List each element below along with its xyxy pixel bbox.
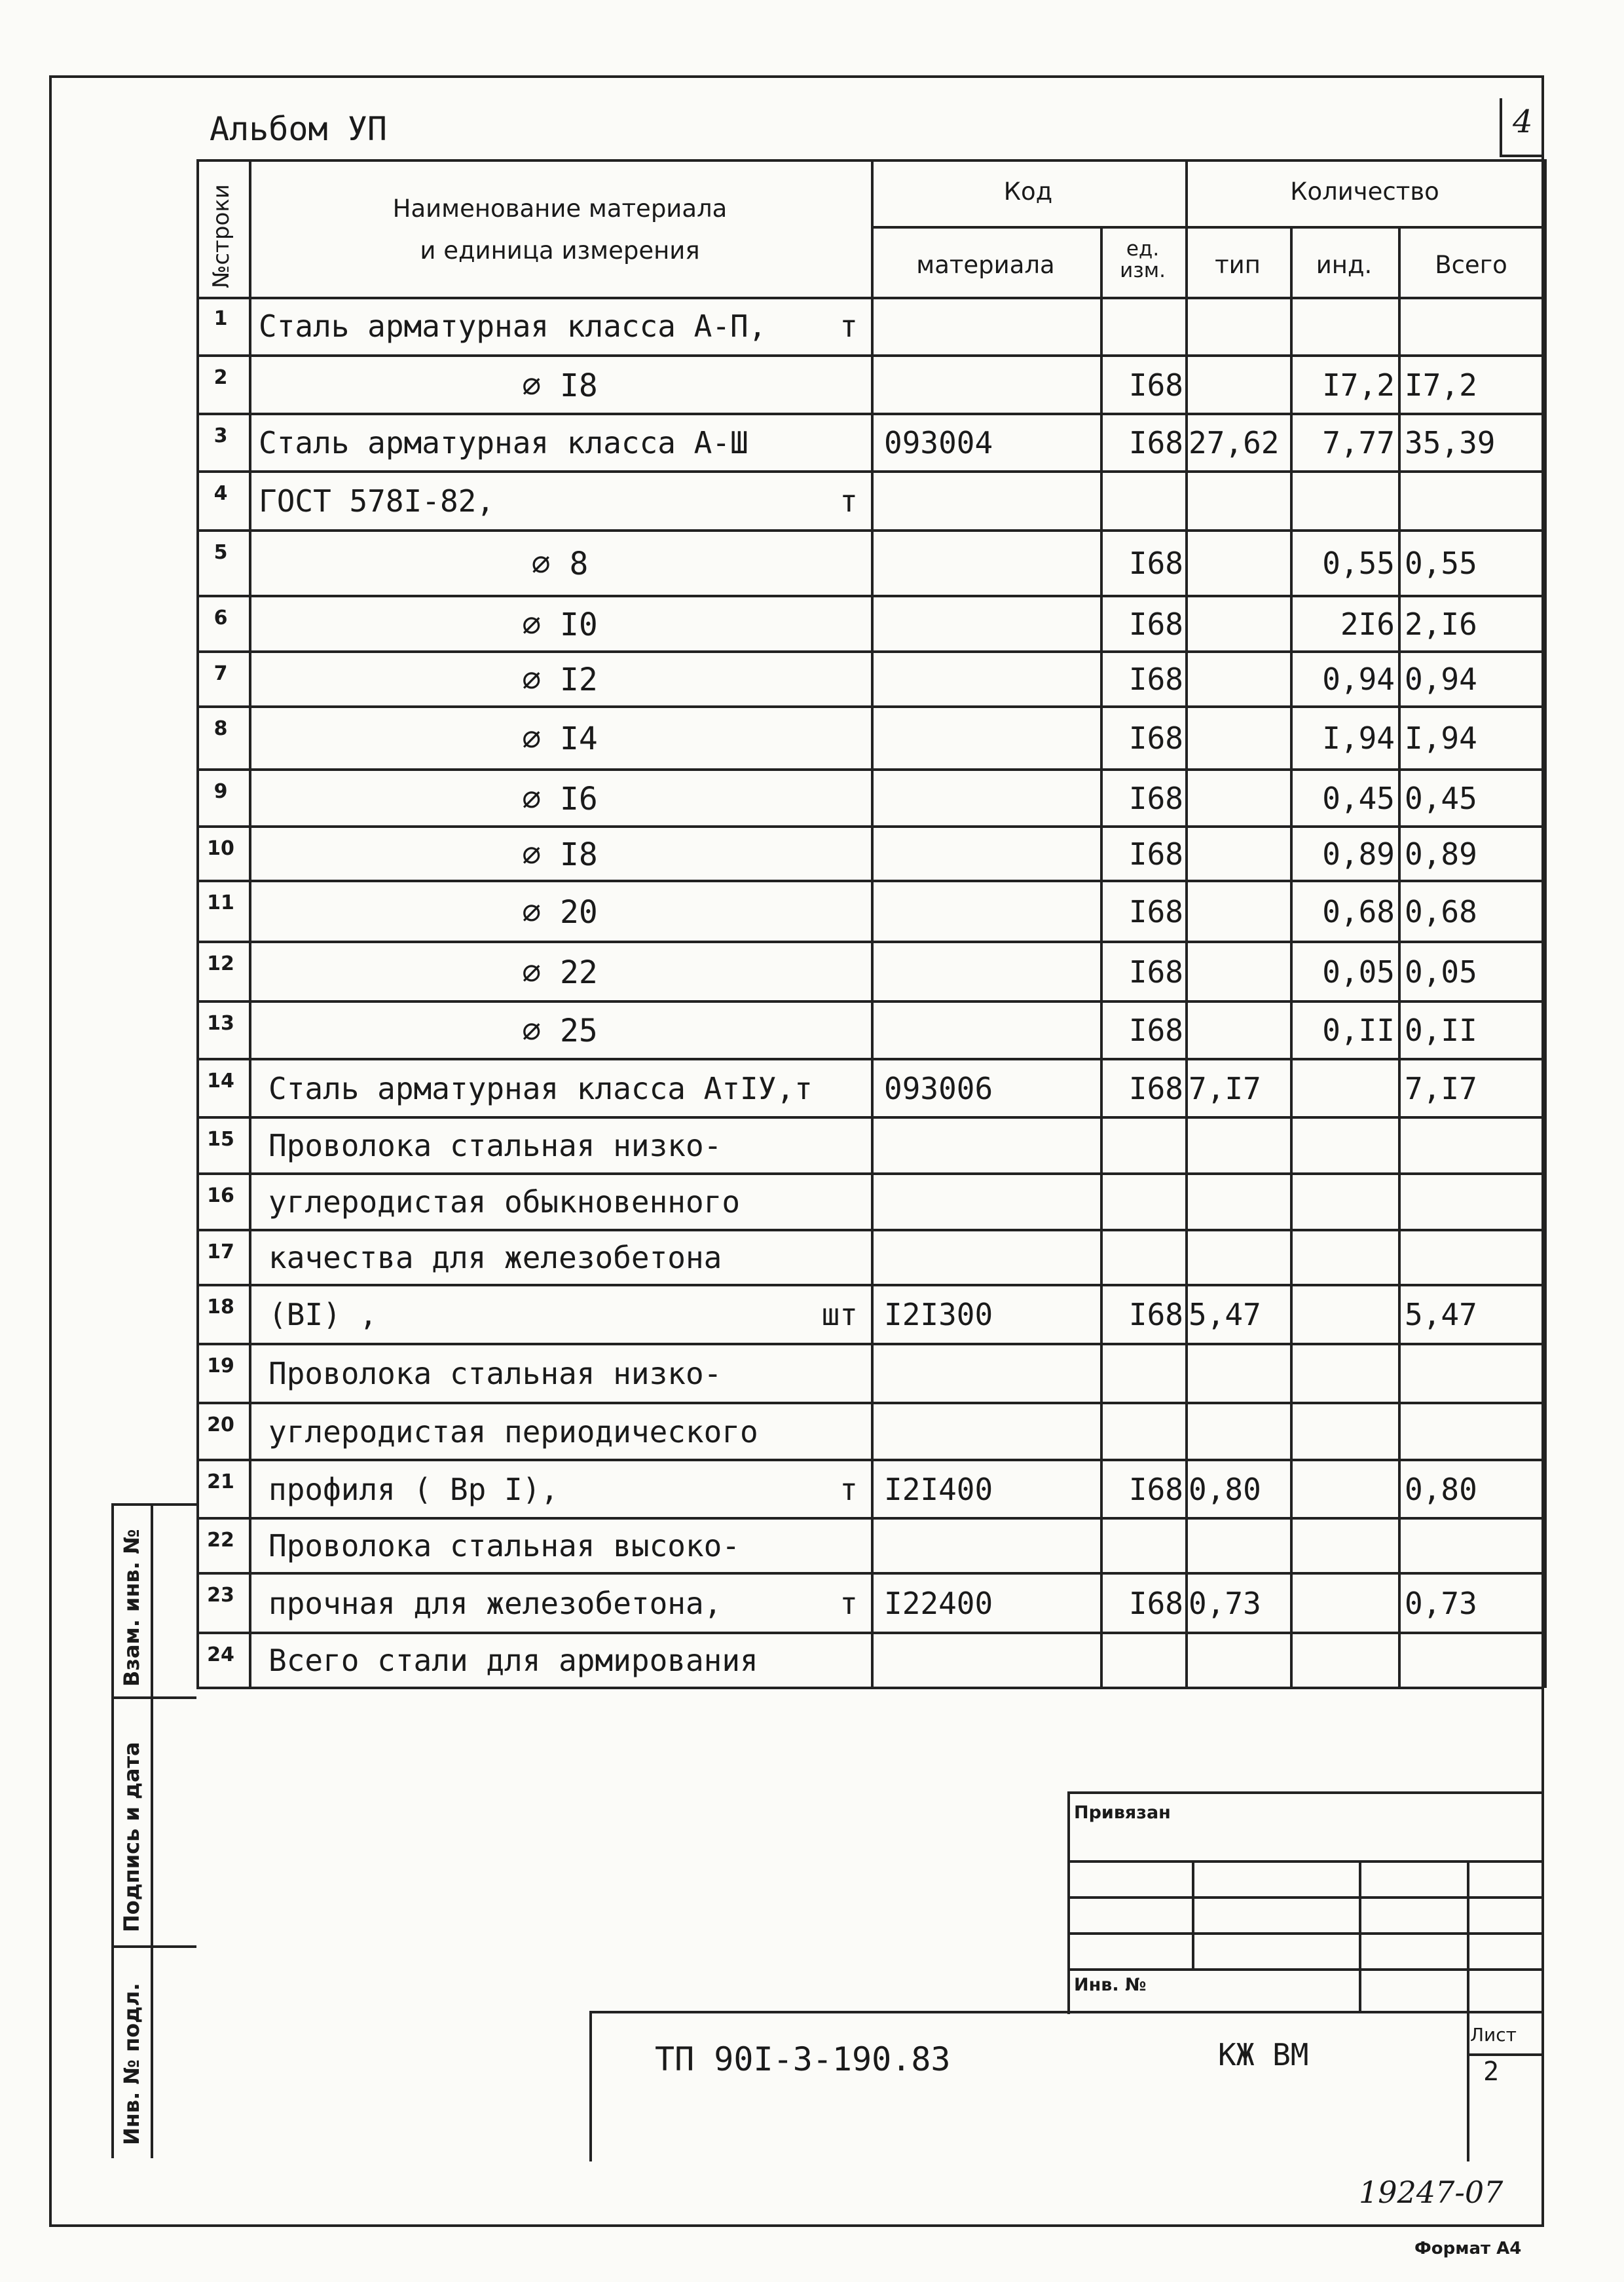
row-ind: 0,45: [1322, 781, 1395, 816]
row-number: 11: [207, 891, 234, 914]
row-total: 35,39: [1405, 425, 1496, 460]
row-type: 5,47: [1189, 1297, 1261, 1332]
row-unit: I68: [1128, 954, 1183, 990]
row-type: 0,73: [1189, 1586, 1261, 1621]
row-name: углеродистая обыкновенного: [268, 1184, 741, 1220]
sheet-mark: 4: [1513, 103, 1533, 140]
row-number: 1: [213, 307, 228, 330]
handwritten-number: 19247-07: [1359, 2175, 1504, 2210]
row-divider: [196, 1229, 1544, 1231]
row-divider: [196, 1058, 1544, 1060]
row-code: 093004: [884, 425, 993, 460]
row-name: Проволока стальная низко-: [268, 1356, 722, 1391]
table-vl-type: [1290, 226, 1293, 1688]
row-type: 27,62: [1189, 425, 1280, 460]
header-code: Код: [1003, 178, 1053, 206]
row-name: (BI) ,: [268, 1297, 378, 1332]
header-unit-line1: ед.: [1126, 237, 1160, 261]
row-number: 16: [207, 1184, 234, 1207]
row-name: ∅ 20: [522, 894, 598, 931]
tb-line-3: [1067, 1932, 1544, 1935]
row-ind: 0,94: [1322, 662, 1395, 697]
row-total: 2,I6: [1405, 607, 1477, 642]
row-divider: [196, 1459, 1544, 1461]
header-ind: инд.: [1316, 251, 1373, 279]
row-ind: 0,89: [1322, 836, 1395, 872]
table-vl-ind: [1398, 226, 1401, 1688]
row-number: 4: [213, 482, 228, 505]
tb-main-left: [589, 2011, 592, 2161]
row-name: ∅ I4: [522, 720, 598, 757]
row-ind: 0,05: [1322, 954, 1395, 990]
side-stamp-line-2: [111, 1945, 196, 1948]
row-name: ∅ I2: [522, 662, 598, 698]
row-type: 0,80: [1189, 1472, 1261, 1507]
row-divider: [196, 650, 1544, 653]
row-number: 21: [207, 1470, 234, 1493]
row-number: 8: [213, 717, 228, 740]
row-name: Проволока стальная низко-: [268, 1128, 722, 1163]
tb-sheet-no: 2: [1483, 2057, 1500, 2087]
row-number: 14: [207, 1070, 234, 1093]
row-type: 7,I7: [1189, 1071, 1261, 1106]
tb-top: [1067, 1791, 1544, 1794]
row-name: ∅ I8: [522, 836, 598, 873]
row-number: 5: [213, 541, 228, 564]
tb-main-top: [589, 2011, 1544, 2013]
row-code: 093006: [884, 1071, 993, 1106]
row-unit: I68: [1128, 1013, 1183, 1048]
header-mid-line: [871, 226, 1544, 229]
row-name: ∅ I8: [522, 367, 598, 404]
row-divider: [196, 1687, 1544, 1689]
row-divider: [196, 1517, 1544, 1520]
row-divider: [196, 705, 1544, 708]
row-name: Всего стали для армирования: [268, 1643, 758, 1678]
row-name: ∅ 22: [522, 954, 598, 991]
row-name: ∅ I6: [522, 781, 598, 817]
header-quantity: Количество: [1290, 178, 1439, 206]
header-unit: [1100, 238, 1185, 281]
side-stamp-divider: [151, 1503, 153, 2158]
row-name-unit: т: [840, 1586, 858, 1621]
row-name: ∅ 8: [531, 546, 589, 582]
row-ind: 0,II: [1322, 1013, 1395, 1048]
row-number: 23: [207, 1584, 234, 1607]
row-total: 0,89: [1405, 836, 1477, 872]
row-unit: I68: [1128, 894, 1183, 929]
tb-col-2: [1359, 1860, 1361, 2011]
row-number: 24: [207, 1643, 234, 1666]
row-unit: I68: [1128, 607, 1183, 642]
table-top-border: [196, 159, 1544, 162]
row-number: 20: [207, 1413, 234, 1436]
row-ind: I,94: [1322, 720, 1395, 756]
row-code: I22400: [884, 1586, 993, 1621]
tb-privyazan: Привязан: [1074, 1803, 1171, 1823]
row-ind: 0,68: [1322, 894, 1395, 929]
row-divider: [196, 1402, 1544, 1404]
row-ind: 2I6: [1340, 607, 1395, 642]
row-divider: [196, 529, 1544, 532]
row-total: 0,80: [1405, 1472, 1477, 1507]
tb-line-4: [1067, 1968, 1544, 1971]
row-total: 0,55: [1405, 546, 1477, 581]
row-number: 18: [207, 1296, 234, 1319]
side-stamp-vzam: Взам. инв. №: [119, 1529, 144, 1687]
row-name: профиля ( Вр I),: [268, 1472, 559, 1507]
row-name-unit: т: [840, 483, 858, 519]
row-unit: I68: [1128, 781, 1183, 816]
row-divider: [196, 1000, 1544, 1003]
row-number: 19: [207, 1355, 234, 1377]
tb-line-1: [1067, 1860, 1544, 1863]
row-unit: I68: [1128, 836, 1183, 872]
row-unit: I68: [1128, 720, 1183, 756]
row-divider: [196, 1116, 1544, 1119]
row-number: 6: [213, 607, 228, 629]
row-total: 0,II: [1405, 1013, 1477, 1048]
row-divider: [196, 413, 1544, 415]
row-total: 5,47: [1405, 1297, 1477, 1332]
header-name-line2: и единица измерения: [420, 236, 700, 265]
row-name: Сталь арматурная класса АтIУ,т: [268, 1071, 813, 1106]
tb-sheet-label: Лист: [1470, 2024, 1517, 2046]
header-bottom-line: [196, 297, 1544, 299]
row-divider: [196, 768, 1544, 771]
row-divider: [196, 1284, 1544, 1286]
row-name: Проволока стальная высоко-: [268, 1528, 741, 1563]
tb-inv-no: Инв. №: [1074, 1975, 1147, 1995]
row-name: Сталь арматурная класса А-П,: [259, 309, 767, 344]
table-vl-code: [1100, 226, 1103, 1688]
row-number: 13: [207, 1012, 234, 1035]
album-title: Альбом УП: [210, 110, 387, 148]
tb-line-2: [1067, 1896, 1544, 1899]
row-ind: I7,2: [1322, 367, 1395, 403]
row-divider: [196, 880, 1544, 882]
table-vl-right: [1544, 159, 1547, 1688]
row-divider: [196, 1172, 1544, 1175]
row-name: ∅ 25: [522, 1013, 598, 1049]
row-unit: I68: [1128, 1071, 1183, 1106]
tb-sheet-divider: [1467, 2011, 1469, 2161]
row-total: 0,68: [1405, 894, 1477, 929]
row-unit: I68: [1128, 546, 1183, 581]
row-name: Сталь арматурная класса А-Ш: [259, 425, 748, 460]
row-name: углеродистая периодического: [268, 1414, 758, 1450]
row-number: 9: [213, 780, 228, 803]
row-divider: [196, 941, 1544, 943]
row-divider: [196, 1632, 1544, 1634]
header-type: тип: [1215, 251, 1261, 279]
row-number: 7: [213, 662, 228, 685]
row-name: ∅ I0: [522, 607, 598, 643]
row-number: 10: [207, 837, 234, 860]
row-number: 12: [207, 952, 234, 975]
row-unit: I68: [1128, 1297, 1183, 1332]
row-divider: [196, 470, 1544, 473]
side-stamp-podpis: Подпись и дата: [119, 1742, 144, 1932]
row-number: 15: [207, 1128, 234, 1151]
tb-col-3: [1467, 1860, 1469, 2011]
row-divider: [196, 1572, 1544, 1575]
row-divider: [196, 1343, 1544, 1345]
tb-doc-code: ТП 90I-3-190.83: [655, 2040, 951, 2078]
row-total: 0,73: [1405, 1586, 1477, 1621]
row-divider: [196, 825, 1544, 828]
row-total: 7,I7: [1405, 1071, 1477, 1106]
side-stamp-line-1: [111, 1696, 196, 1699]
tb-left-upper: [1067, 1791, 1070, 2014]
tb-col-1: [1192, 1860, 1194, 1968]
row-divider: [196, 595, 1544, 597]
side-stamp-top: [111, 1503, 196, 1506]
row-divider: [196, 354, 1544, 357]
row-name-unit: т: [840, 1472, 858, 1507]
row-ind: 0,55: [1322, 546, 1395, 581]
side-stamp-inv-podl: Инв. № подл.: [119, 1983, 144, 2145]
header-material: материала: [916, 251, 1055, 279]
header-name-line1: Наименование материала: [392, 195, 728, 223]
row-total: I,94: [1405, 720, 1477, 756]
header-total: Всего: [1435, 251, 1507, 279]
row-code: I2I300: [884, 1297, 993, 1332]
row-name-unit: т: [840, 309, 858, 344]
row-unit: I68: [1128, 1586, 1183, 1621]
row-total: 0,94: [1405, 662, 1477, 697]
row-number: 3: [213, 424, 228, 447]
row-number: 2: [213, 366, 228, 389]
row-unit: I68: [1128, 367, 1183, 403]
row-name: прочная для железобетона,: [268, 1586, 722, 1621]
row-number: 22: [207, 1529, 234, 1552]
row-name: качества для железобетона: [268, 1240, 722, 1275]
row-name: ГОСТ 578I-82,: [259, 483, 495, 519]
row-total: 0,45: [1405, 781, 1477, 816]
header-unit-line2: изм.: [1120, 258, 1166, 282]
format-label: Формат А4: [1414, 2239, 1522, 2258]
row-total: 0,05: [1405, 954, 1477, 990]
header-row-no: №строки: [208, 184, 234, 288]
tb-sheet-line: [1467, 2053, 1544, 2056]
row-total: I7,2: [1405, 367, 1477, 403]
row-unit: I68: [1128, 1472, 1183, 1507]
row-unit: I68: [1128, 662, 1183, 697]
row-name-unit: шт: [821, 1297, 858, 1332]
tb-mark: КЖ ВМ: [1218, 2037, 1309, 2072]
side-stamp-border: [111, 1503, 114, 2158]
row-ind: 7,77: [1322, 425, 1395, 460]
row-unit: I68: [1128, 425, 1183, 460]
row-number: 17: [207, 1241, 234, 1263]
row-code: I2I400: [884, 1472, 993, 1507]
